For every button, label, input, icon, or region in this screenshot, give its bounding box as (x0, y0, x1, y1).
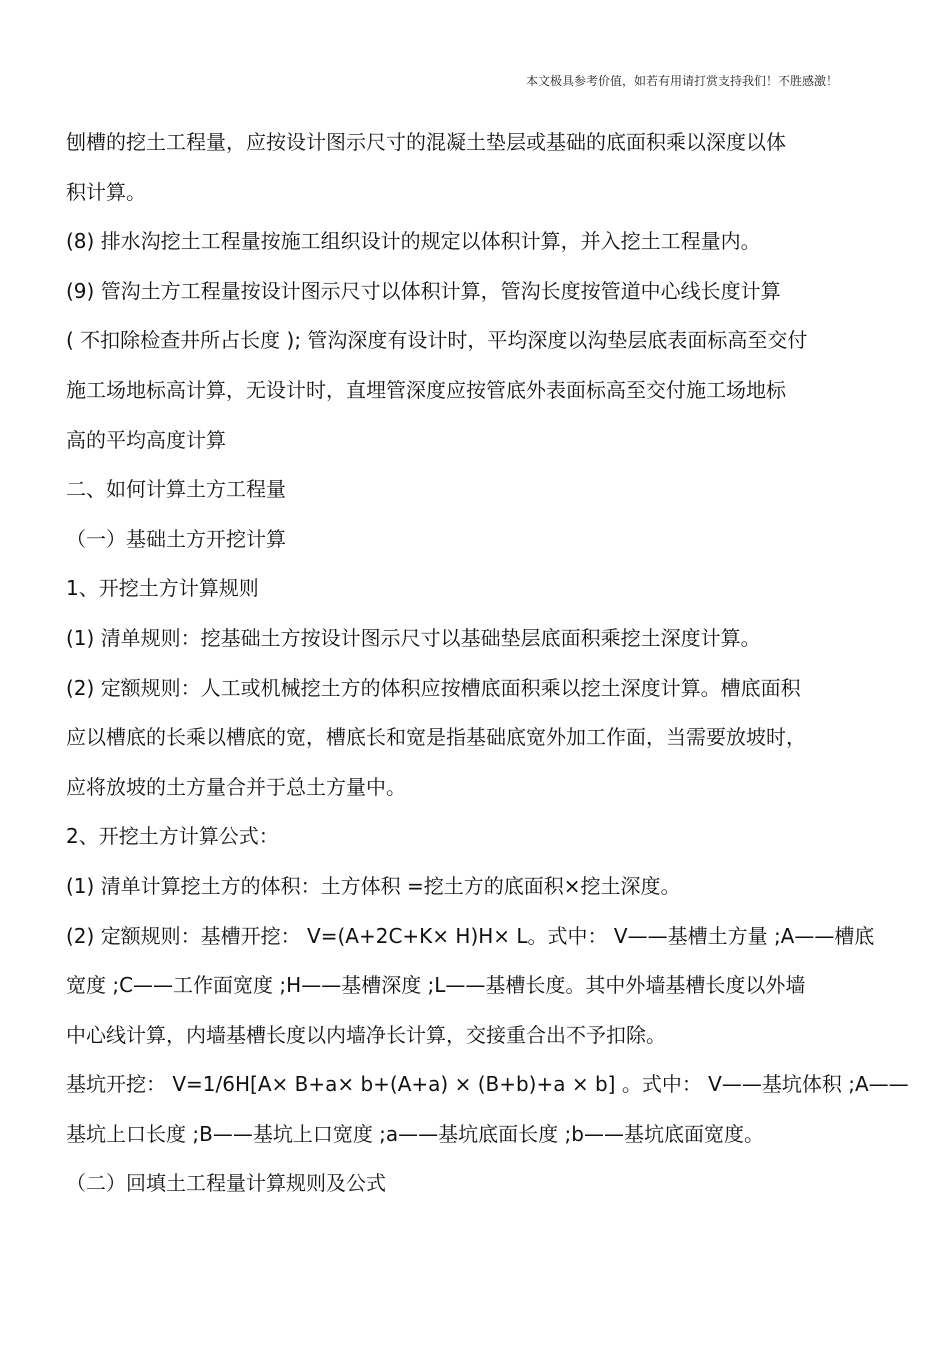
paragraph-line: 施工场地标高计算，无设计时，直埋管深度应按管底外表面标高至交付施工场地标 (66, 377, 786, 402)
paragraph-line: 刨槽的挖土工程量，应按设计图示尺寸的混凝土垫层或基础的底面积乘以深度以体 (66, 130, 786, 154)
paragraph-line: (2) 定额规则：人工或机械挖土方的体积应按槽底面积乘以挖土深度计算。槽底面积 (66, 675, 801, 700)
header-note: 本文极具参考价值，如若有用请打赏支持我们！不胜感激！ (525, 74, 838, 88)
formula-line: 基坑开挖： V=1/6H[A× B+a× b+(A+a) × (B+b)+a × b] 。式中： V——基坑体积 ;A—— (66, 1072, 909, 1097)
paragraph-line: 积计算。 (66, 179, 146, 204)
paragraph-line: 基坑上口长度 ;B——基坑上口宽度 ;a——基坑底面长度 ;b——基坑底面宽度。 (66, 1121, 764, 1146)
formula-line: (1) 清单计算挖土方的体积：土方体积 =挖土方的底面积×挖土深度。 (66, 873, 681, 898)
formula-line: (2) 定额规则：基槽开挖： V=(A+2C+K× H)H× L。式中： V——基槽土方量 ;A——槽底 (66, 923, 875, 948)
subsection-heading: （二）回填土工程量计算规则及公式 (66, 1171, 386, 1196)
paragraph-line: 应以槽底的长乘以槽底的宽，槽底长和宽是指基础底宽外加工作面，当需要放坡时， (66, 725, 806, 750)
subsection-heading: （一）基础土方开挖计算 (66, 526, 286, 551)
paragraph-line: (8) 排水沟挖土工程量按施工组织设计的规定以体积计算，并入挖土工程量内。 (66, 229, 761, 254)
paragraph-line: 宽度 ;C——工作面宽度 ;H——基槽深度 ;L——基槽长度。其中外墙基槽长度以外墙 (66, 973, 806, 998)
document-body (66, 122, 909, 1213)
paragraph-line: (1) 清单规则：挖基础土方按设计图示尺寸以基础垫层底面积乘挖土深度计算。 (66, 625, 761, 650)
paragraph-line: ( 不扣除检查井所占长度 ); 管沟深度有设计时，平均深度以沟垫层底表面标高至交付 (66, 328, 808, 353)
section-heading: 二、如何计算土方工程量 (66, 477, 286, 502)
paragraph-line: 中心线计算，内墙基槽长度以内墙净长计算，交接重合出不予扣除。 (66, 1022, 666, 1047)
subsection-heading: 1、开挖土方计算规则 (66, 576, 259, 601)
paragraph-line: 高的平均高度计算 (66, 427, 226, 452)
subsection-heading: 2、开挖土方计算公式： (66, 824, 279, 849)
paragraph-line: 应将放坡的土方量合并于总土方量中。 (66, 774, 406, 799)
paragraph-line: (9) 管沟土方工程量按设计图示尺寸以体积计算，管沟长度按管道中心线长度计算 (66, 278, 781, 303)
